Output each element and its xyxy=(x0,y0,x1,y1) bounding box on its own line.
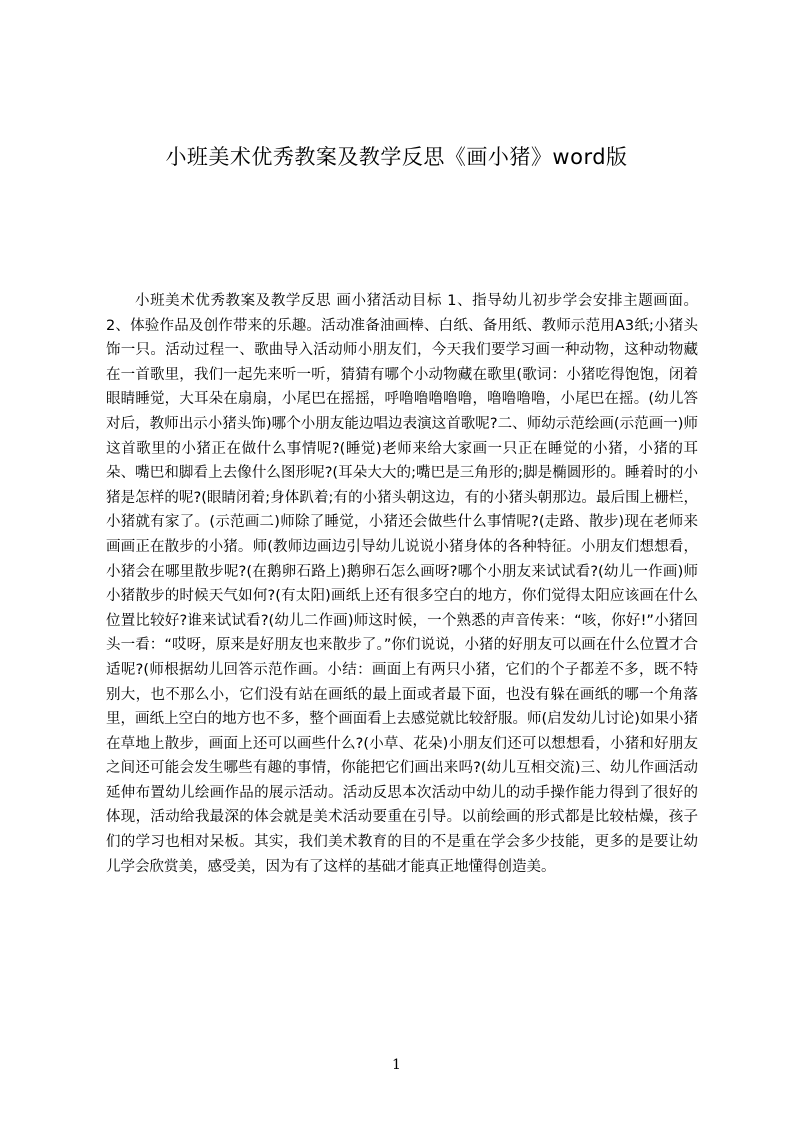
document-title: 小班美术优秀教案及教学反思《画小猪》word版 xyxy=(165,145,628,169)
page-number: 1 xyxy=(392,1057,401,1073)
body-paragraph: 小班美术优秀教案及教学反思 画小猪活动目标 1、指导幼儿初步学会安排主题画面。2、体验作品及创作带来的乐趣。活动准备油画棒、白纸、备用纸、教师示范用A3纸;小猪头饰一只。活动过程一、歌曲导入活动师小朋友们，今天我们要学习画一种动物，这种动物藏在一首歌里，我们一起先来听一听，猜猜有哪个小动物藏在歌里(歌词：小猪吃得饱饱，闭着眼睛睡觉，大耳朵在扇扇，小尾巴在摇摇，呼噜噜噜噜噜，噜噜噜噜，小尾巴在摇。(幼儿答对后，教师出示小猪头饰)哪个小朋友能边唱边表演这首歌呢?二、师幼示范绘画(示范画一)师这首歌里的小猪正在做什么事情呢?(睡觉)老师来给大家画一只正在睡觉的小猪，小猪的耳朵、嘴巴和脚看上去像什么图形呢?(耳朵大大的;嘴巴是三角形的;脚是椭圆形的。睡着时的小猪是怎样的呢?(眼睛闭着;身体趴着;有的小猪头朝这边，有的小猪头朝那边。最后围上栅栏，小猪就有家了。(示范画二)师除了睡觉，小猪还会做些什么事情呢?(走路、散步)现在老师来画画正在散步的小猪。师(教师边画边引导幼儿说说小猪身体的各种特征。小朋友们想想看，小猪会在哪里散步呢?(在鹅卵石路上)鹅卵石怎么画呀?哪个小朋友来试试看?(幼儿一作画)师小猪散步的时候天气如何?(有太阳)画纸上还有很多空白的地方，你们觉得太阳应该画在什么位置比较好?谁来试试看?(幼儿二作画)师这时候，一个熟悉的声音传来：“咳，你好!”小猪回头一看：“哎呀，原来是好朋友也来散步了。”你们说说，小猪的好朋友可以画在什么位置才合适呢?(师根据幼儿回答示范作画。小结：画面上有两只小猪，它们的个子都差不多，既不特别大，也不那么小，它们没有站在画纸的最上面或者最下面，也没有躲在画纸的哪一个角落里，画纸上空白的地方也不多，整个画面看上去感觉就比较舒服。师(启发幼儿讨论)如果小猪在草地上散步，画面上还可以画些什么?(小草、花朵)小朋友们还可以想想看，小猪和好朋友之间还可能会发生哪些有趣的事情，你能把它们画出来吗?(幼儿互相交流)三、幼儿作画活动延伸布置幼儿绘画作品的展示活动。活动反思本次活动中幼儿的动手操作能力得到了很好的体现，活动给我最深的体会就是美术活动要重在引导。以前绘画的形式都是比较枯燥，孩子们的学习也相对呆板。其实，我们美术教育的目的不是重在学会多少技能，更多的是要让幼儿学会欣赏美，感受美，因为有了这样的基础才能真正地懂得创造美。 xyxy=(106,293,698,875)
